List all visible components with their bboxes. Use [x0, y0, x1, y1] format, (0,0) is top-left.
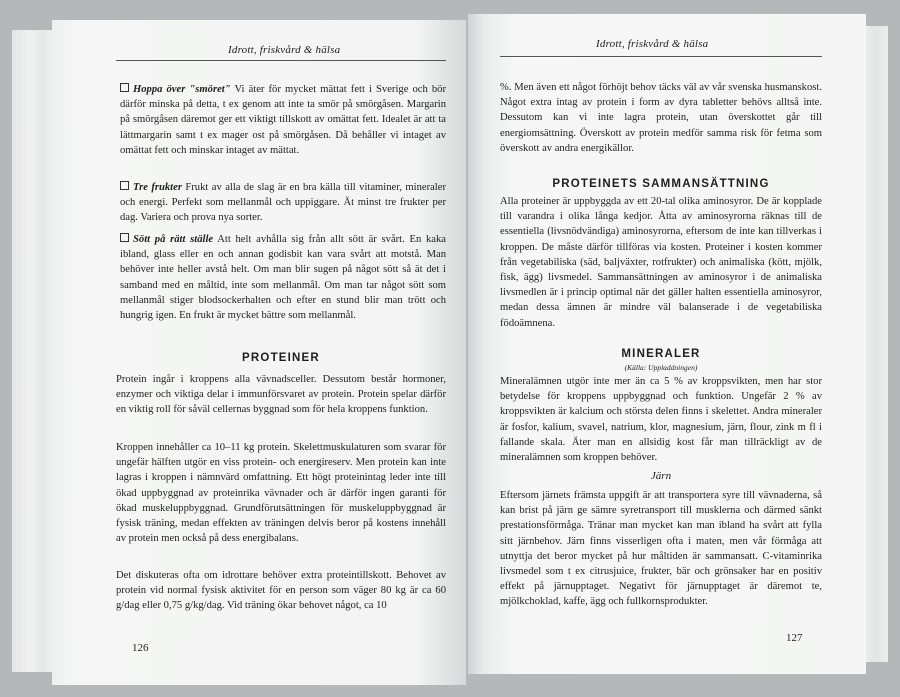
header-rule-right — [500, 56, 822, 57]
paragraph-mineraler — [500, 374, 822, 465]
right-page — [468, 14, 866, 674]
tip-block-3 — [120, 232, 446, 323]
paragraph-sammansattning — [500, 194, 822, 331]
running-head-left: Idrott, friskvård & hälsa — [228, 44, 341, 56]
page-number-left: 126 — [132, 642, 149, 654]
tip-text: Frukt av alla de slag är en bra källa till vitaminer, mineraler och energi. Perfekt som mellanmål och uppiggare. Ät minst tre frukter per dag. Variera och prova nya sorter. — [120, 182, 446, 224]
left-page-edges — [12, 30, 56, 672]
paragraph-text: Det diskuteras ofta om idrottare behöver extra proteintillskott. Behovet av protein vid normal fysisk aktivitet för en person som väger 80 kg är ca 60 g/dag eller 0,75 g/kg/dag. Vid träning ökar behovet något, ca 10 — [116, 570, 446, 612]
paragraph-2 — [116, 440, 446, 546]
paragraph-3 — [116, 568, 446, 614]
paragraph-text: Mineralämnen utgör inte mer än ca 5 % av kroppsvikten, men har stor betydelse för kroppens uppbyggnad och funktion. Ungefär 2 % av kroppsvikten är kalcium och största delen finns i skelettet. Andra mineraler är fosfor, kalium, svavel, natrium, klor, magnesium, järn, flour, zink m fl i fallande skala. Äter man en allsidig kost får man tillräckligt av de mineralämnen som kroppen behöver. — [500, 376, 822, 464]
checkbox-icon — [120, 83, 129, 92]
section-heading-mineraler: MINERALER — [621, 348, 701, 360]
left-page — [52, 20, 466, 685]
tip-lead: Hoppa över "smöret" — [133, 84, 231, 95]
tip-block-2 — [120, 180, 446, 226]
intro-paragraph — [500, 80, 822, 156]
section-heading-proteiner: PROTEINER — [242, 352, 320, 364]
tip-text: Vi äter för mycket mättat fett i Sverige och bör därför minska på detta, t ex genom att inte ta smör på smörgåsen. Margarin på smörgåsen däremot ger ett viktigt tillskott av omättat fett. Idealet är att ta lättmargarin samt t ex mager ost på smörgåsen. Då behåller vi intaget av omättat fett och minskar intaget av mättat. — [120, 84, 446, 156]
paragraph-text: Protein ingår i kroppens alla vävnadsceller. Dessutom består hormoner, enzymer och viktiga delar i immunförsvaret av protein. Protein spelar därför en viktig roll för såväl cellernas byggnad som för hela kroppens funktion. — [116, 374, 446, 416]
tip-block-1 — [120, 82, 446, 158]
paragraph-1 — [116, 372, 446, 418]
paragraph-jarn — [500, 488, 822, 610]
paragraph-text: Kroppen innehåller ca 10–11 kg protein. Skelettmuskulaturen som svarar för ungefär hälften utgör en viss protein- och energireserv. Men protein kan inte lagras i kroppen i nämnvärd omfattning. Ett högt proteinintag leder inte till ökad uppbyggnad av proteinrika vävnader och är därför ingen garanti för ökad muskeluppbyggnad. Grundförutsättningen för muskeluppbyggnad är fysisk träning, medan effekten av träningen delvis beror på kostens innehåll av protein men också på dess energibalans. — [116, 442, 446, 545]
tip-lead: Tre frukter — [133, 182, 182, 193]
tip-text: Att helt avhålla sig från allt sött är svårt. En kaka ibland, glass eller en och annan godisbit kan vara svårt att motstå. Man behöver inte heller avstå helt. Om man blir sugen på något sött så ät det i samband med en måltid, inte som mellanmål. Om man tar något sött som mellanmål stiger blodsockerhalten och efter en stund blir man trött och hungrig igen. En frukt är mycket bättre som mellanmål. — [120, 234, 446, 322]
paragraph-text: Alla proteiner är uppbyggda av ett 20-tal olika aminosyror. De är kopplade till varandra i olika långa kedjor. Åtta av aminosyrorna räknas till de essentiella (livsnödvändiga) aminosyrorna, eftersom de inte kan tillverkas i kroppen. De måste därför tillföras via kosten. Proteiner i kosten kommer från vegetabiliska (säd, baljväxter, rotfrukter) och animaliska (kött, mjölk, fisk, ägg) livsmedel. Sammansättningen av aminosyror i de animaliska livsmedlen är i princip optimal när det gäller halten essentiella aminosyror, medan dessa ämnen är mindre väl balanserade i de vegetabiliska födoämnena. — [500, 196, 822, 329]
source-note: (Källa: Uppladdningen) — [624, 363, 698, 372]
running-head-right: Idrott, friskvård & hälsa — [596, 38, 709, 50]
subheading-jarn: Järn — [650, 470, 672, 482]
checkbox-icon — [120, 181, 129, 190]
section-heading-sammansattning: PROTEINETS SAMMANSÄTTNING — [552, 178, 770, 190]
checkbox-icon — [120, 233, 129, 242]
page-number-right: 127 — [786, 632, 803, 644]
paragraph-text: Eftersom järnets främsta uppgift är att transportera syre till vävnaderna, så kan brist på järn ge sämre syretransport till musklerna och därmed sänkt prestationsförmåga. Tränar man mycket kan man ibland ha svårt att fylla sitt järnbehov. Järn finns visserligen ofta i maten, men vår förmåga att utnyttja det beror mycket på hur måltiden är sammansatt. C-vitaminrika livsmedel som t ex citrusjuice, frukter, bär och grönsaker har en positiv effekt på järnupptaget. Negativt för järnupptaget är däremot te, mjölkchoklad, kaffe, ägg och fullkornsprodukter. — [500, 490, 822, 608]
tip-lead: Sött på rätt ställe — [133, 234, 214, 245]
header-rule-left — [116, 60, 446, 61]
paragraph-text: %. Men även ett något förhöjt behov täcks väl av vår svenska husmanskost. Något extra intag av protein i form av dyra tabletter behövs alltså inte. Dessutom kan vi inte lagra protein, utan överskottet går till energiomsättning. Överskott av protein medför samma risk för fetma som överskott av andra energikällor. — [500, 82, 822, 154]
